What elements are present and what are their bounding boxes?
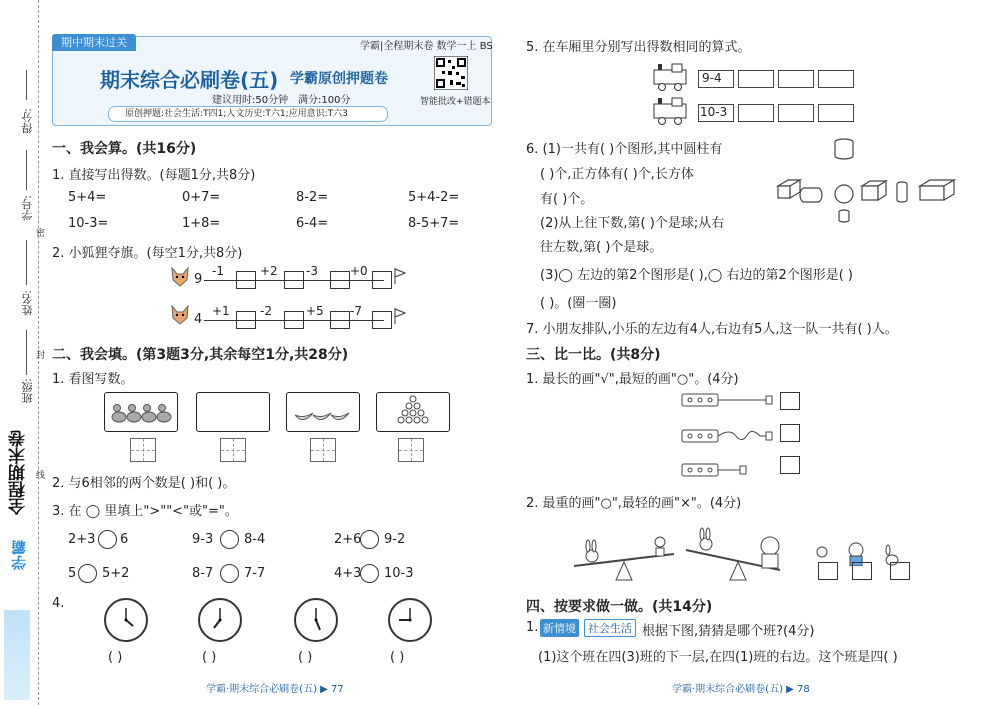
cmp-1-2-left: 9-3 [192, 532, 214, 547]
weight-answer-1[interactable] [818, 562, 838, 580]
section-1-title: 一、我会算。(共16分) [52, 141, 197, 157]
fox-icon [170, 266, 190, 288]
score-line [26, 70, 27, 100]
cmp-1-1-circle[interactable] [98, 530, 117, 549]
brand-vertical: 全程期末卷 [9, 430, 29, 515]
train-engine-icon [652, 96, 694, 130]
train1-car-3[interactable] [778, 70, 814, 88]
q6-line-2: ( )个,正方体有( )个,长方体 [540, 167, 694, 182]
score-label: 得分: [21, 108, 34, 134]
cmp-2-1-circle[interactable] [78, 564, 97, 583]
q2-2-text: 2. 与6相邻的两个数是( )和( )。 [52, 476, 236, 491]
calc-1-3: 8-2= [296, 190, 329, 205]
fox2-box-3[interactable] [330, 311, 350, 329]
q6-line-7: ( )。(圈一圈) [540, 296, 617, 311]
fox1-box-4[interactable] [372, 271, 392, 289]
fox2-box-1[interactable] [236, 311, 256, 329]
calc-1-1: 5+4= [68, 190, 107, 205]
clock-icon [388, 598, 432, 642]
cmp-2-3-left: 4+3 [334, 566, 362, 581]
train1-car1-text: 9-4 [702, 71, 722, 85]
cmp-1-3-right: 9-2 [384, 532, 406, 547]
suggested-time: 建议用时:50分钟 [212, 95, 289, 106]
picture-box-empty [196, 392, 270, 432]
section-2-title: 二、我会填。(第3题3分,其余每空1分,共28分) [52, 347, 349, 363]
q6-line-3: 有( )个。 [540, 192, 594, 207]
fox1-start: 9 [194, 272, 203, 287]
fox2-op-4: -7 [350, 304, 362, 318]
fox1-box-3[interactable] [330, 271, 350, 289]
q4-1-sub: (1)这个班在四(3)班的下一层,在四(1)班的右边。这个班是四( ) [538, 650, 898, 665]
cmp-2-2-circle[interactable] [220, 564, 239, 583]
fox1-box-1[interactable] [236, 271, 256, 289]
cmp-1-2-right: 8-4 [244, 532, 266, 547]
page-subtitle: 学霸原创押题卷 [290, 71, 388, 87]
fox2-op-3: +5 [306, 304, 324, 318]
q6-line-1: 6. (1)一共有( )个图形,其中圆柱有 [526, 142, 723, 157]
q3-1-text: 1. 最长的画"√",最短的画"○"。(4分) [526, 372, 739, 387]
calc-2-3: 6-4= [296, 216, 329, 231]
class-line [26, 330, 27, 375]
train2-car1-text: 10-3 [700, 105, 728, 119]
strip-answer-3[interactable] [780, 456, 800, 474]
id-label: 学号: [21, 195, 34, 221]
badge-social-life: 社会生活 [584, 619, 636, 637]
answer-grid-4[interactable] [398, 438, 424, 462]
header-tab: 期中期末过关 [52, 34, 136, 51]
picture-box-bananas [286, 392, 360, 432]
clock-icon [104, 598, 148, 642]
calc-1-2: 0+7= [182, 190, 221, 205]
cmp-1-3-circle[interactable] [360, 530, 379, 549]
strip-answer-1[interactable] [780, 392, 800, 410]
grading-note: 智能批改+错题本 [420, 97, 491, 107]
q1-2-title: 2. 小狐狸夺旗。(每空1分,共8分) [52, 246, 243, 261]
train1-car-2[interactable] [738, 70, 774, 88]
clock-answer-3[interactable]: ( ) [298, 650, 313, 665]
fox2-box-4[interactable] [372, 311, 392, 329]
calc-2-2: 1+8= [182, 216, 221, 231]
clock-icon [294, 598, 338, 642]
class-label: 班级: [21, 378, 34, 404]
train1-car-1[interactable] [698, 70, 734, 88]
train2-car-3[interactable] [778, 104, 814, 122]
weight-answer-3[interactable] [890, 562, 910, 580]
q4-1-number: 1. [526, 620, 539, 635]
name-line [26, 240, 27, 285]
right-footer: 学霸·期末综合必刷卷(五) ▶ 78 [672, 684, 810, 695]
q6-line-4: (2)从上往下数,第( )个是球;从右 [540, 216, 725, 231]
weight-answer-2[interactable] [852, 562, 872, 580]
train2-car-4[interactable] [818, 104, 854, 122]
cmp-2-1-left: 5 [68, 566, 77, 581]
train1-car-4[interactable] [818, 70, 854, 88]
picture-box-ducks [104, 392, 178, 432]
train-engine-icon [652, 62, 694, 96]
cmp-2-2-left: 8-7 [192, 566, 214, 581]
strip-answer-2[interactable] [780, 424, 800, 442]
train2-car-2[interactable] [738, 104, 774, 122]
q4-1-text: 根据下图,猜猜是哪个班?(4分) [642, 624, 815, 639]
calc-1-4: 5+4-2= [408, 190, 460, 205]
name-label: 姓名: [21, 290, 34, 316]
cmp-1-1-right: 6 [120, 532, 129, 547]
fox2-op-1: +1 [212, 304, 230, 318]
calc-2-1: 10-3= [68, 216, 109, 231]
section-3-title: 三、比一比。(共8分) [526, 347, 661, 363]
cmp-1-1-left: 2+3 [68, 532, 96, 547]
brand-swoosh [4, 610, 30, 700]
series-label: 学霸|全程期末卷 数学一上 BS [360, 41, 493, 52]
q6-line-5: 往左数,第( )个是球。 [540, 240, 663, 255]
clock-answer-2[interactable]: ( ) [202, 650, 217, 665]
clock-icon [198, 598, 242, 642]
clock-answer-1[interactable]: ( ) [108, 650, 123, 665]
tags-bar [108, 106, 388, 122]
answer-grid-2[interactable] [220, 438, 246, 462]
q1-1-title: 1. 直接写出得数。(每题1分,共8分) [52, 168, 256, 183]
fox-icon [170, 304, 190, 326]
q5-title: 5. 在车厢里分别写出得数相同的算式。 [526, 40, 751, 55]
qr-code-icon [434, 56, 468, 90]
badge-new-context: 新情境 [540, 619, 579, 637]
q2-3-text: 3. 在 ◯ 里填上">""<"或"="。 [52, 504, 238, 519]
fox1-op-2: +2 [260, 264, 278, 278]
calc-2-4: 8-5+7= [408, 216, 460, 231]
binding-strip [0, 0, 46, 705]
q2-1-title: 1. 看图写数。 [52, 372, 134, 387]
cmp-2-1-right: 5+2 [102, 566, 130, 581]
full-score: 满分:100分 [298, 95, 351, 106]
power-strips-figure [680, 388, 780, 478]
flag-icon [394, 308, 406, 328]
answer-grid-1[interactable] [130, 438, 156, 462]
flag-icon [394, 268, 406, 288]
q2-4-label: 4. [52, 596, 65, 611]
train2-car-1[interactable] [698, 104, 734, 122]
q3-2-text: 2. 最重的画"○",最轻的画"×"。(4分) [526, 496, 742, 511]
section-4-title: 四、按要求做一做。(共14分) [526, 599, 713, 615]
fox1-op-1: -1 [212, 264, 224, 278]
fox2-op-2: -2 [260, 304, 272, 318]
fox1-box-2[interactable] [284, 271, 304, 289]
mark-feng: 封 [36, 351, 46, 361]
shapes-figure [776, 136, 956, 224]
cmp-2-2-right: 7-7 [244, 566, 266, 581]
q7-text: 7. 小朋友排队,小乐的左边有4人,右边有5人,这一队一共有( )人。 [526, 322, 898, 337]
page-title: 期末综合必刷卷(五) [100, 68, 279, 92]
cmp-1-2-circle[interactable] [220, 530, 239, 549]
cmp-1-3-left: 2+6 [334, 532, 362, 547]
answer-grid-3[interactable] [310, 438, 336, 462]
clock-answer-4[interactable]: ( ) [390, 650, 405, 665]
fox2-box-2[interactable] [284, 311, 304, 329]
left-footer: 学霸·期末综合必刷卷(五) ▶ 77 [206, 684, 344, 695]
id-line [26, 150, 27, 190]
picture-box-balls [376, 392, 450, 432]
q6-line-6: (3)◯ 左边的第2个图形是( ),◯ 右边的第2个图形是( ) [540, 268, 854, 283]
fox1-op-4: +0 [350, 264, 368, 278]
cmp-2-3-right: 10-3 [384, 566, 414, 581]
mark-xian: 线 [36, 471, 46, 481]
balances-figure [570, 520, 850, 586]
fox2-start: 4 [194, 312, 203, 327]
brand-logo: 学霸 [10, 540, 28, 570]
tags-text: 原创押题:社会生活:T四1;人文历史:T六1;应用意识:T六3 [125, 109, 348, 119]
fox1-op-3: -3 [306, 264, 318, 278]
cmp-2-3-circle[interactable] [360, 564, 379, 583]
mark-mi: 密 [36, 229, 46, 239]
